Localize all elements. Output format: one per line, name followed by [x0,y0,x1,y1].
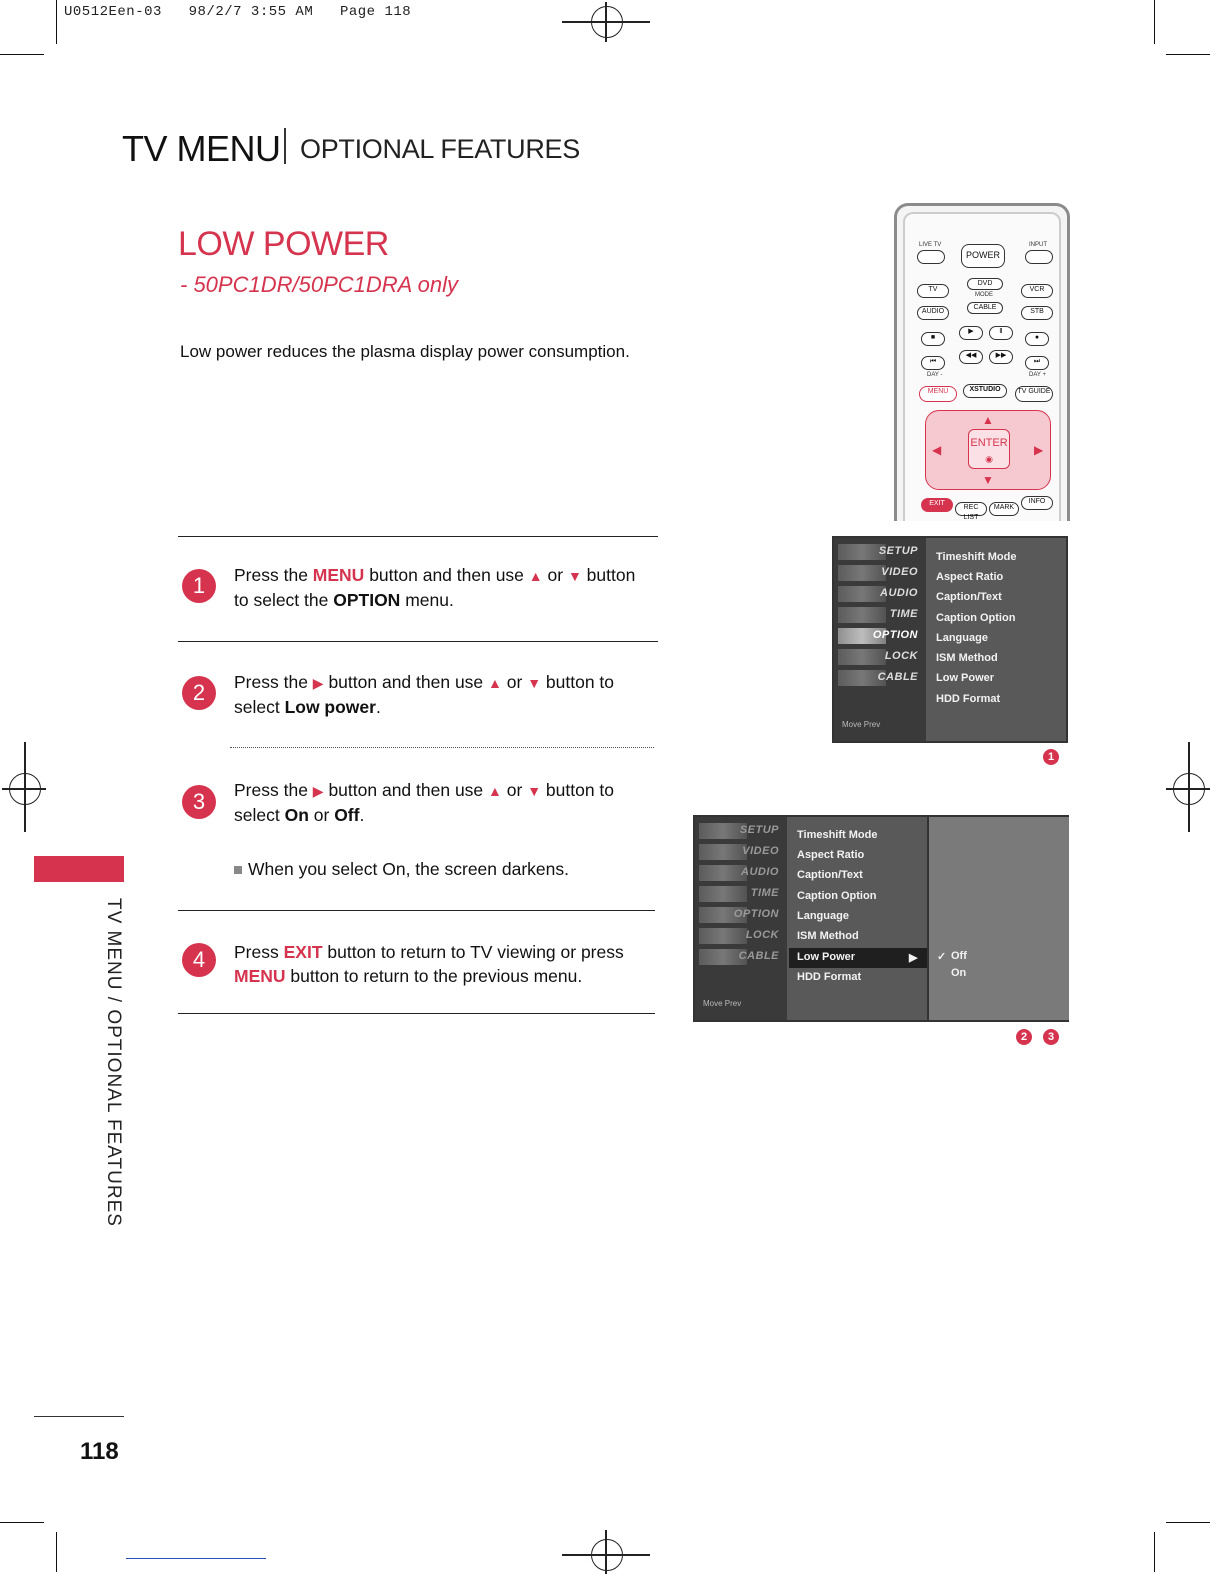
exit-key: EXIT [283,942,323,962]
record-button: ● [1025,332,1049,346]
osd-item: Low Power [936,672,995,684]
submenu-arrow-icon: ▶ [909,952,918,964]
osd-item: Caption/Text [936,591,1002,603]
figure-badge: 2 [1016,1029,1032,1045]
dvd-button: DVD [967,278,1003,290]
page-title: TV MENU [122,128,281,169]
osd-item: ISM Method [936,652,998,664]
osd-item: Caption/Text [797,869,863,881]
crop-mark [0,1522,44,1523]
low-power-key: Low power [284,697,376,717]
crop-mark [1166,54,1210,55]
figure-badge: 3 [1043,1029,1059,1045]
osd-category: AUDIO [880,587,918,599]
osd-item: ISM Method [797,930,859,942]
down-arrow-icon: ▼ [527,783,542,799]
osd-item: Timeshift Mode [797,829,878,841]
menu-key: MENU [234,966,286,986]
osd-category: CABLE [877,671,918,683]
osd-submenu [927,817,1069,1020]
play-button: ▶ [959,326,983,340]
rewind-button: ◀◀ [959,350,983,364]
down-arrow-icon: ▼ [982,473,994,487]
cable-button: CABLE [967,302,1003,314]
intro-text: Low power reduces the plasma display power consumption. [180,342,630,361]
up-arrow-icon: ▲ [488,783,502,799]
dotted-divider [230,747,654,748]
divider [178,536,658,537]
osd-category: VIDEO [742,845,779,857]
left-arrow-icon: ◀ [932,443,942,457]
page-subtitle: OPTIONAL FEATURES [300,134,580,164]
option-key: OPTION [333,590,401,610]
osd-category-panel [695,817,787,1020]
osd-option-on: On [951,967,967,979]
page-number-rule [34,1416,124,1417]
crop-mark [1166,1522,1210,1523]
step-text: Press EXIT button to return to TV viewing or press MENU button to return to the previous menu. [234,942,624,986]
section-subtitle: - 50PC1DR/50PC1DRA only [180,272,458,297]
step-number: 2 [182,676,216,710]
chapter-tab [34,856,124,882]
osd-item-selected: Low Power [797,951,856,963]
osd-item: Caption Option [797,890,877,902]
menu-key: MENU [312,565,365,585]
on-key: On [284,805,309,825]
osd-category: OPTION [733,908,779,920]
osd-item: Aspect Ratio [797,849,865,861]
osd-category: SETUP [739,824,779,836]
osd-category: LOCK [884,650,918,662]
osd-item: Timeshift Mode [936,551,1017,563]
vcr-button: VCR [1021,284,1053,298]
osd-category: AUDIO [741,866,779,878]
crop-mark [56,1532,57,1572]
divider [178,641,658,642]
up-arrow-icon: ▲ [488,675,502,691]
osd-footer: Move Prev [842,720,881,729]
mark-button: MARK [989,502,1019,516]
step-number: 1 [182,569,216,603]
info-button: INFO [1021,496,1053,510]
osd-menu-option [832,536,1068,743]
enter-button: ENTER ◉ [968,429,1010,469]
right-arrow-icon: ▶ [312,675,324,691]
pause-button: Ⅱ [989,326,1013,340]
rec-list-button: REC LIST [955,502,987,516]
exit-button: EXIT [921,498,953,512]
right-arrow-icon: ▶ [312,783,324,799]
stb-button: STB [1021,306,1053,320]
note: When you select On, the screen darkens. [234,857,654,881]
input-button [1025,250,1053,264]
crop-mark [1154,1532,1155,1572]
bottom-line [126,1558,266,1559]
right-arrow-icon: ▶ [1034,443,1044,457]
divider [178,1013,655,1014]
down-arrow-icon: ▼ [567,568,582,584]
osd-category-panel [834,538,926,741]
page-number: 118 [80,1438,119,1465]
section-title: LOW POWER [178,225,389,263]
xstudio-button: XSTUDIO [963,384,1007,398]
crop-mark [1154,0,1155,44]
up-arrow-icon: ▲ [528,568,543,584]
up-arrow-icon: ▲ [982,413,994,427]
osd-option-off: Off [951,950,967,962]
forward-button: ▶▶ [989,350,1013,364]
down-arrow-icon: ▼ [527,675,542,691]
skip-back-button: ⏮ [921,356,945,370]
off-key: Off [334,805,360,825]
chapter-label: TV MENU / OPTIONAL FEATURES [103,898,124,1227]
tv-guide-button: TV GUIDE [1015,386,1053,402]
navigation-pad [925,410,1051,490]
osd-category: TIME [750,887,779,899]
power-button: POWER [961,244,1005,268]
step-number: 3 [182,785,216,819]
remote-control: LIVE TV POWER INPUT TV DVD VCR MODE AUDIO CABLE STB ■ ▶ Ⅱ ● ⏮ ◀◀ ▶▶ ⏭ DAY - DAY + MENU XSTUDIO TV GUIDE ▲ ▼ ◀ ▶ ENTER ◉ EXIT REC LIST MARK INFO [894,203,1070,521]
step-text: Press the ▶ button and then use ▲ or ▼ button to select On or Off. [234,780,615,825]
step-number: 4 [182,943,216,977]
crop-mark [0,54,44,55]
divider [178,910,655,911]
osd-footer: Move Prev [703,999,742,1008]
check-icon: ✓ [937,951,947,963]
osd-category: VIDEO [881,566,918,578]
live-tv-button [917,250,945,264]
crop-mark [56,0,57,44]
print-header: U0512Een-03 98/2/7 3:55 AM Page 118 [64,4,412,20]
osd-category: CABLE [738,950,779,962]
osd-category: SETUP [878,545,918,557]
osd-category: LOCK [745,929,779,941]
osd-item: HDD Format [936,693,1001,705]
menu-button: MENU [919,386,957,402]
bullet-icon [234,866,242,874]
tv-button: TV [917,284,949,298]
audio-button: AUDIO [917,306,949,320]
figure-badge: 1 [1043,749,1059,765]
step-text: Press the MENU button and then use ▲ or ▼ button to select the OPTION menu. [234,565,636,610]
osd-item: Caption Option [936,612,1016,624]
skip-forward-button: ⏭ [1025,356,1049,370]
title-separator [284,128,286,164]
osd-item: Language [936,632,988,644]
step-text: Press the ▶ button and then use ▲ or ▼ button to select Low power. [234,672,615,717]
osd-item: Aspect Ratio [936,571,1004,583]
osd-category-selected: OPTION [872,629,918,641]
stop-button: ■ [921,332,945,346]
osd-item: Language [797,910,849,922]
osd-menu-low-power [693,815,1069,1022]
osd-item: HDD Format [797,971,862,983]
osd-category: TIME [889,608,918,620]
